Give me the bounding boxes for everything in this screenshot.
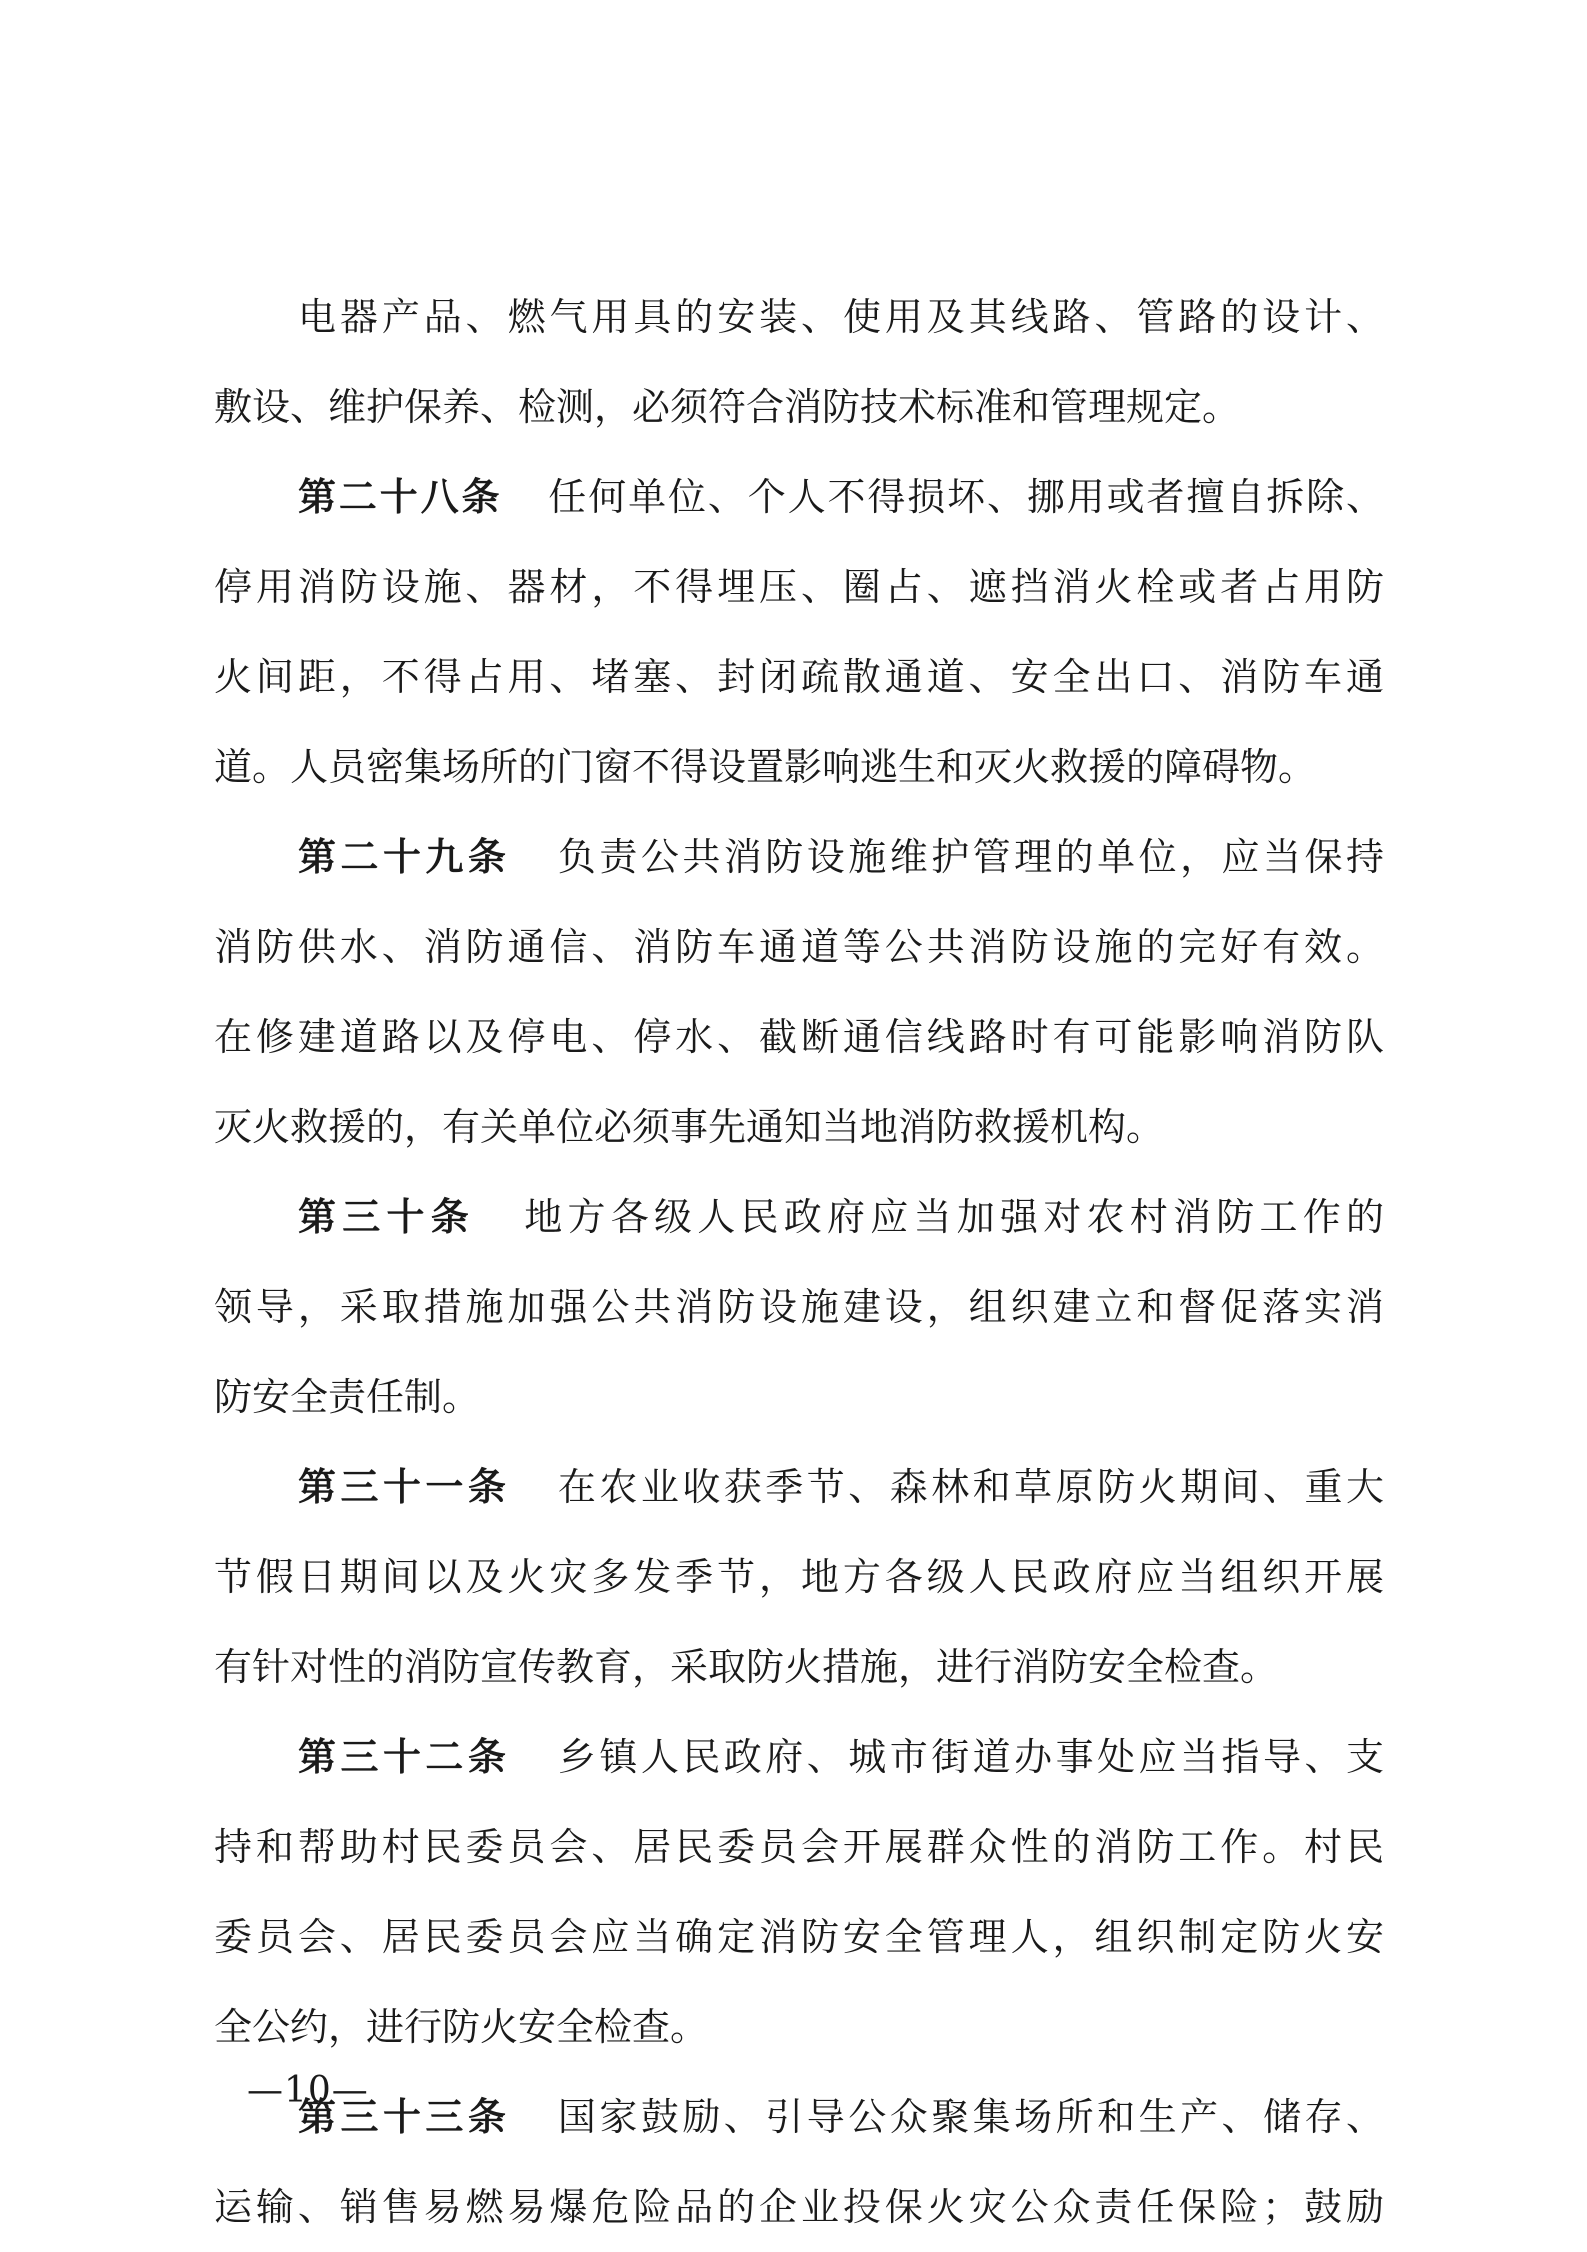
- body-text-line: 敷设、维护保养、检测，必须符合消防技术标准和管理规定。: [214, 385, 1241, 429]
- article-title: 第三十条: [298, 1195, 475, 1239]
- body-text-line: 持和帮助村民委员会、居民委员会开展群众性的消防工作。村民: [214, 1825, 1384, 1869]
- body-text-line: 委员会、居民委员会应当确定消防安全管理人，组织制定防火安: [214, 1915, 1384, 1959]
- article-title: 第三十二条: [298, 1735, 511, 1779]
- body-text-line: 防安全责任制。: [214, 1375, 481, 1419]
- article-first-line: [214, 1442, 1384, 1532]
- body-text-line: 节假日期间以及火灾多发季节，地方各级人民政府应当组织开展: [214, 1555, 1384, 1599]
- article-text: 负责公共消防设施维护管理的单位，应当保持: [554, 835, 1384, 879]
- body-text-line: 灭火救援的，有关单位必须事先通知当地消防救援机构。: [214, 1105, 1165, 1149]
- article-text: 乡镇人民政府、城市街道办事处应当指导、支: [554, 1735, 1384, 1779]
- article-text: 地方各级人民政府应当加强对农村消防工作的: [519, 1195, 1384, 1239]
- article-first-line: [214, 452, 1384, 542]
- article-text: 国家鼓励、引导公众聚集场所和生产、储存、: [554, 2095, 1384, 2139]
- body-text-line: 在修建道路以及停电、停水、截断通信线路时有可能影响消防队: [214, 1015, 1384, 1059]
- body-text-line: 全公约，进行防火安全检查。: [214, 2005, 709, 2049]
- article-text: 在农业收获季节、森林和草原防火期间、重大: [554, 1465, 1384, 1509]
- article-text: 任何单位、个人不得损坏、挪用或者擅自拆除、: [546, 475, 1384, 519]
- document-body: [214, 272, 1384, 2252]
- article-title: 第三十三条: [298, 2095, 511, 2139]
- page-number: —10—: [247, 2070, 369, 2111]
- article-first-line: [214, 1172, 1384, 1262]
- body-text-line: 道。人员密集场所的门窗不得设置影响逃生和灭火救援的障碍物。: [214, 745, 1317, 789]
- body-text-line: 消防供水、消防通信、消防车通道等公共消防设施的完好有效。: [214, 925, 1384, 969]
- body-text-line: 停用消防设施、器材，不得埋压、圈占、遮挡消火栓或者占用防: [214, 565, 1384, 609]
- body-text-line: 火间距，不得占用、堵塞、封闭疏散通道、安全出口、消防车通: [214, 655, 1384, 699]
- article-first-line: [214, 812, 1384, 902]
- article-title: 第二十九条: [298, 835, 511, 879]
- article-title: 第二十八条: [298, 475, 503, 519]
- article-title: 第三十一条: [298, 1465, 511, 1509]
- article-first-line: [214, 1712, 1384, 1802]
- body-text-line: 有针对性的消防宣传教育，采取防火措施，进行消防安全检查。: [214, 1645, 1279, 1689]
- body-text-line: 电器产品、燃气用具的安装、使用及其线路、管路的设计、: [298, 295, 1384, 339]
- body-text-line: 领导，采取措施加强公共消防设施建设，组织建立和督促落实消: [214, 1285, 1384, 1329]
- body-text-line: 运输、销售易燃易爆危险品的企业投保火灾公众责任保险；鼓励: [214, 2185, 1384, 2229]
- article-first-line: [214, 2072, 1384, 2162]
